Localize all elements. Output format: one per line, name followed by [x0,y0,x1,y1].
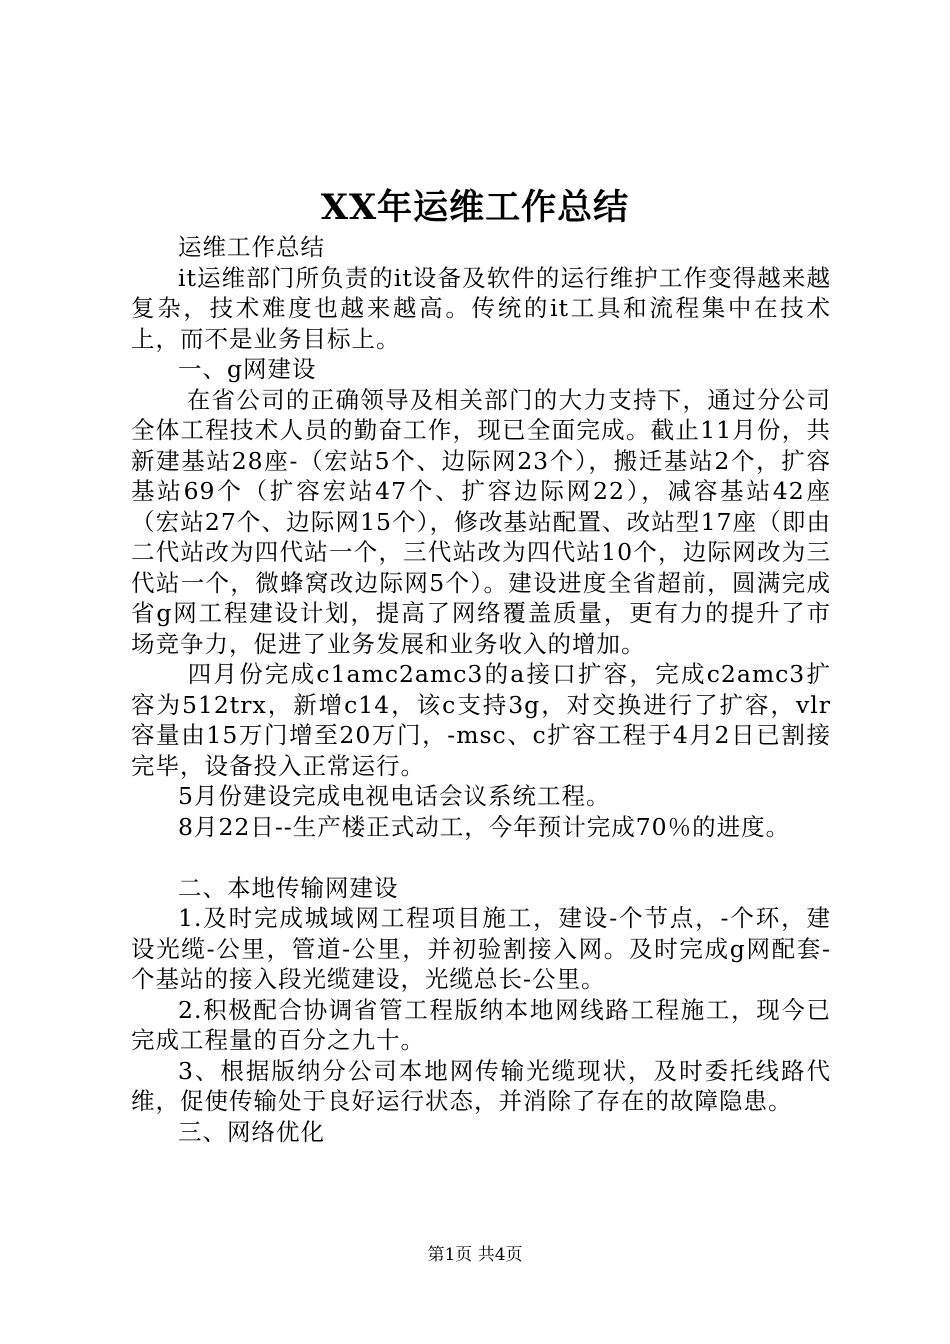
intro-paragraph: it运维部门所负责的it设备及软件的运行维护工作变得越来越复杂，技术难度也越来越高。传统的it工具和流程集中在技术上，而不是业务目标上。 [131,263,831,353]
april-expansion-paragraph: 四月份完成c1amc2amc3的a接口扩容，完成c2amc3扩容为512trx，新增c14，该c支持3g，对交换进行了扩容，vlr容量由15万门增至20万门，-msc、c扩容工程于4月2日已割接完毕，设备投入正常运行。 [131,660,831,780]
blank-line [131,842,831,873]
transmission-item-1: 1.及时完成城域网工程项目施工，建设-个节点，-个环，建设光缆-公里，管道-公里，并初验割接入网。及时完成g网配套-个基站的接入段光缆建设，光缆总长-公里。 [131,904,831,993]
document-title: XX年运维工作总结 [320,187,630,228]
section-heading-optimization: 三、网络优化 [178,1117,325,1146]
section-heading-transmission: 二、本地传输网建设 [178,873,399,902]
section-subtitle: 运维工作总结 [178,233,325,261]
transmission-item-2: 2.积极配合协调省管工程版纳本地网线路工程施工，现今已完成工程量的百分之九十。 [131,995,831,1054]
page-indicator: 第1页 共4页 [427,1245,523,1265]
may-paragraph: 5月份建设完成电视电话会议系统工程。 [178,782,611,810]
document-body [131,232,831,1147]
transmission-item-3: 3、根据版纳分公司本地网传输光缆现状，及时委托线路代维，促使传输处于良好运行状态，并消除了存在的故障隐患。 [131,1056,831,1115]
g-network-paragraph: 在省公司的正确领导及相关部门的大力支持下，通过分公司全体工程技术人员的勤奋工作，现已全面完成。截止11月份，共新建基站28座-（宏站5个、边际网23个），搬迁基站2个，扩容基站69个（扩容宏站47个、扩容边际网22），减容基站42座（宏站27个、边际网15个），修改基站配置、改站型17座（即由二代站改为四代站一个，三代站改为四代站10个，边际网改为三代站一个，微蜂窝改边际网5个）。建设进度全省超前，圆满完成省g网工程建设计划，提高了网络覆盖质量，更有力的提升了市场竞争力，促进了业务发展和业务收入的增加。 [131,385,831,658]
section-heading-g-network: 一、g网建设 [178,355,317,383]
august-paragraph: 8月22日--生产楼正式动工，今年预计完成70％的进度。 [178,812,791,841]
